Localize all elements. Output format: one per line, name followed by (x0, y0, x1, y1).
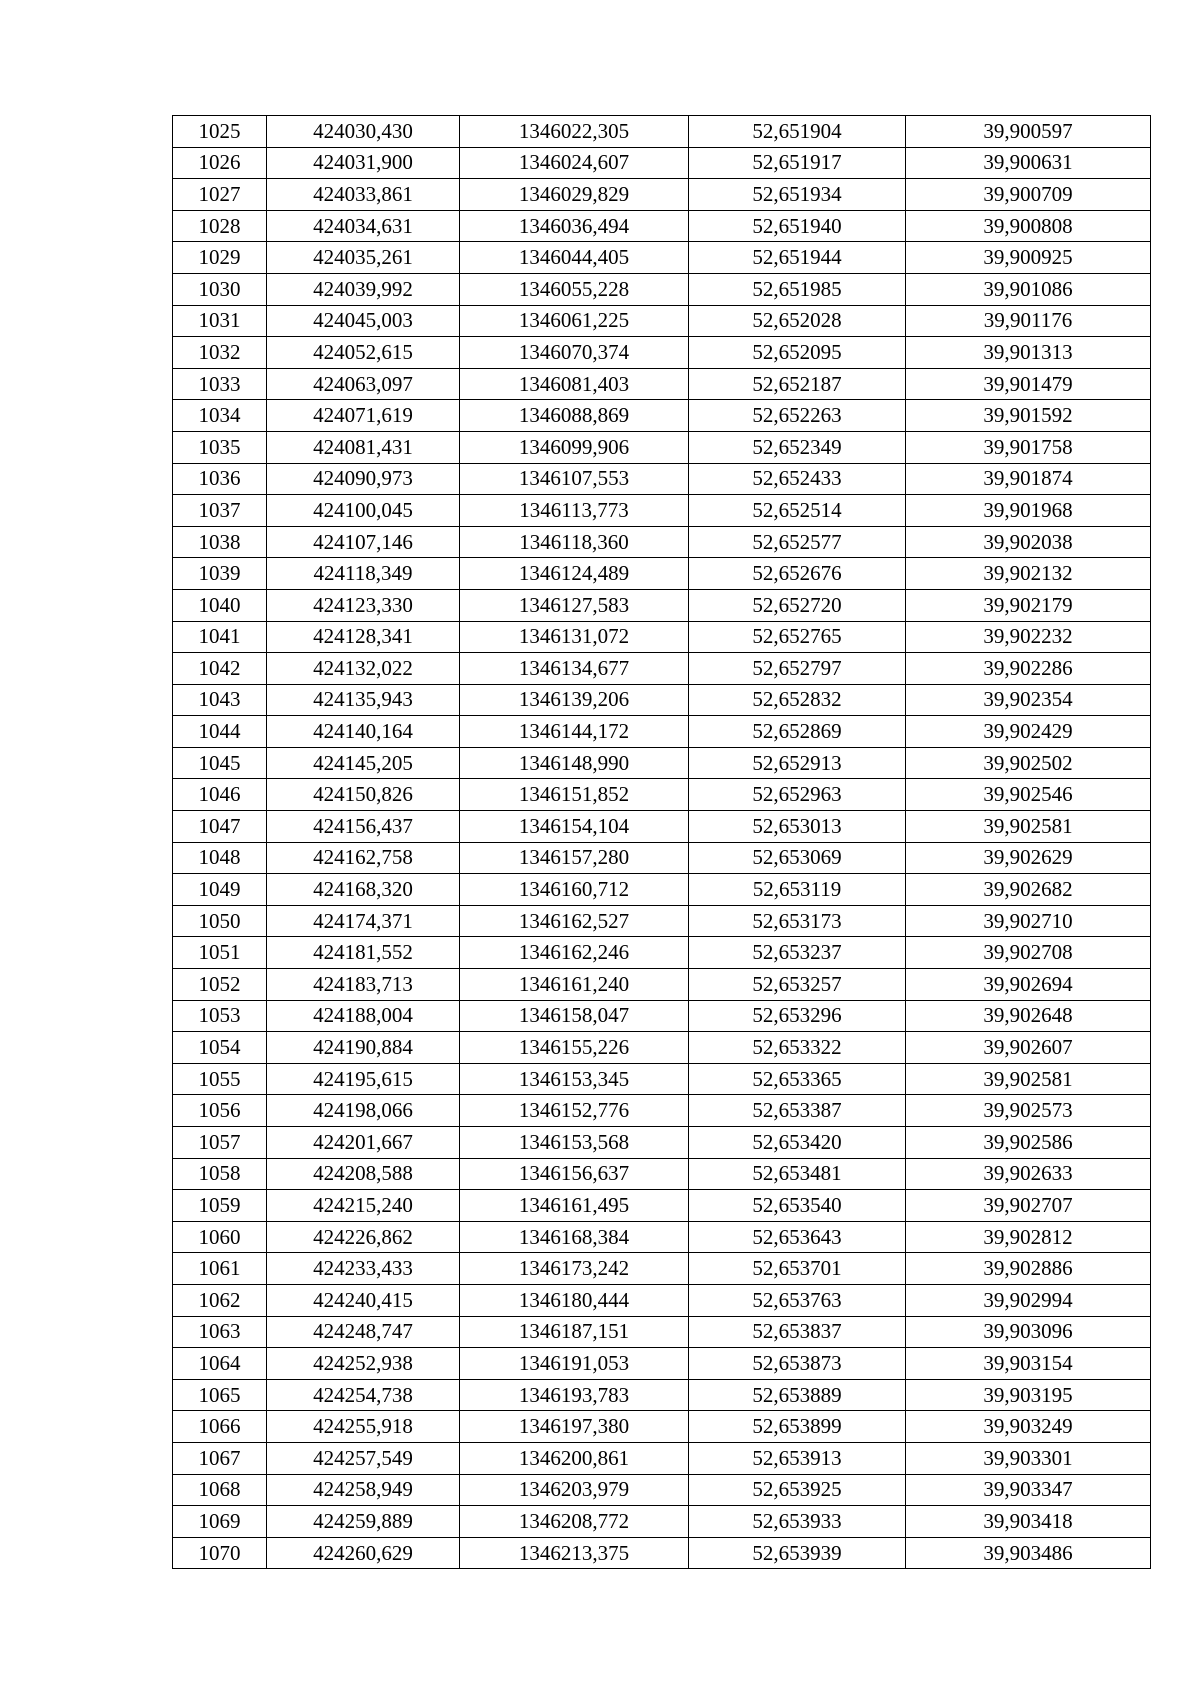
y-coordinate-cell: 1346173,242 (460, 1253, 689, 1285)
table-row (173, 589, 1151, 621)
y-coordinate-cell: 1346144,172 (460, 716, 689, 748)
longitude-cell: 39,902648 (906, 1000, 1151, 1032)
y-coordinate-cell: 1346168,384 (460, 1221, 689, 1253)
longitude-cell: 39,902132 (906, 558, 1151, 590)
y-coordinate-cell: 1346139,206 (460, 684, 689, 716)
table-row (173, 1537, 1151, 1569)
point-number-cell: 1068 (173, 1474, 267, 1506)
latitude-cell: 52,653420 (689, 1127, 906, 1159)
latitude-cell: 52,651904 (689, 116, 906, 148)
y-coordinate-cell: 1346203,979 (460, 1474, 689, 1506)
latitude-cell: 52,653387 (689, 1095, 906, 1127)
point-number-cell: 1059 (173, 1190, 267, 1222)
latitude-cell: 52,652869 (689, 716, 906, 748)
x-coordinate-cell: 424081,431 (267, 431, 460, 463)
latitude-cell: 52,653925 (689, 1474, 906, 1506)
table-row (173, 842, 1151, 874)
x-coordinate-cell: 424090,973 (267, 463, 460, 495)
table-row (173, 242, 1151, 274)
y-coordinate-cell: 1346156,637 (460, 1158, 689, 1190)
latitude-cell: 52,652963 (689, 779, 906, 811)
x-coordinate-cell: 424162,758 (267, 842, 460, 874)
table-row (173, 1253, 1151, 1285)
x-coordinate-cell: 424045,003 (267, 305, 460, 337)
longitude-cell: 39,902179 (906, 589, 1151, 621)
x-coordinate-cell: 424215,240 (267, 1190, 460, 1222)
y-coordinate-cell: 1346152,776 (460, 1095, 689, 1127)
table-row (173, 1032, 1151, 1064)
x-coordinate-cell: 424259,889 (267, 1506, 460, 1538)
y-coordinate-cell: 1346148,990 (460, 747, 689, 779)
y-coordinate-cell: 1346081,403 (460, 368, 689, 400)
table-row (173, 273, 1151, 305)
y-coordinate-cell: 1346118,360 (460, 526, 689, 558)
latitude-cell: 52,651934 (689, 179, 906, 211)
x-coordinate-cell: 424168,320 (267, 874, 460, 906)
y-coordinate-cell: 1346157,280 (460, 842, 689, 874)
table-row (173, 905, 1151, 937)
longitude-cell: 39,902581 (906, 1063, 1151, 1095)
y-coordinate-cell: 1346151,852 (460, 779, 689, 811)
table-row (173, 147, 1151, 179)
table-row (173, 874, 1151, 906)
latitude-cell: 52,652263 (689, 400, 906, 432)
point-number-cell: 1026 (173, 147, 267, 179)
point-number-cell: 1033 (173, 368, 267, 400)
x-coordinate-cell: 424254,738 (267, 1379, 460, 1411)
longitude-cell: 39,901592 (906, 400, 1151, 432)
latitude-cell: 52,651917 (689, 147, 906, 179)
table-row (173, 526, 1151, 558)
longitude-cell: 39,901313 (906, 337, 1151, 369)
point-number-cell: 1045 (173, 747, 267, 779)
y-coordinate-cell: 1346162,527 (460, 905, 689, 937)
table-row (173, 1316, 1151, 1348)
y-coordinate-cell: 1346113,773 (460, 495, 689, 527)
table-row (173, 1284, 1151, 1316)
longitude-cell: 39,902707 (906, 1190, 1151, 1222)
longitude-cell: 39,903195 (906, 1379, 1151, 1411)
y-coordinate-cell: 1346070,374 (460, 337, 689, 369)
y-coordinate-cell: 1346158,047 (460, 1000, 689, 1032)
longitude-cell: 39,902694 (906, 969, 1151, 1001)
x-coordinate-cell: 424156,437 (267, 811, 460, 843)
longitude-cell: 39,901176 (906, 305, 1151, 337)
x-coordinate-cell: 424132,022 (267, 653, 460, 685)
x-coordinate-cell: 424100,045 (267, 495, 460, 527)
point-number-cell: 1067 (173, 1442, 267, 1474)
point-number-cell: 1043 (173, 684, 267, 716)
table-row (173, 1411, 1151, 1443)
y-coordinate-cell: 1346134,677 (460, 653, 689, 685)
y-coordinate-cell: 1346099,906 (460, 431, 689, 463)
latitude-cell: 52,653889 (689, 1379, 906, 1411)
table-row (173, 779, 1151, 811)
x-coordinate-cell: 424107,146 (267, 526, 460, 558)
table-row (173, 811, 1151, 843)
point-number-cell: 1065 (173, 1379, 267, 1411)
latitude-cell: 52,653913 (689, 1442, 906, 1474)
latitude-cell: 52,652676 (689, 558, 906, 590)
x-coordinate-cell: 424135,943 (267, 684, 460, 716)
longitude-cell: 39,902429 (906, 716, 1151, 748)
x-coordinate-cell: 424031,900 (267, 147, 460, 179)
latitude-cell: 52,653069 (689, 842, 906, 874)
latitude-cell: 52,653939 (689, 1537, 906, 1569)
x-coordinate-cell: 424035,261 (267, 242, 460, 274)
y-coordinate-cell: 1346161,240 (460, 969, 689, 1001)
longitude-cell: 39,902573 (906, 1095, 1151, 1127)
y-coordinate-cell: 1346124,489 (460, 558, 689, 590)
table-row (173, 368, 1151, 400)
latitude-cell: 52,652832 (689, 684, 906, 716)
longitude-cell: 39,902232 (906, 621, 1151, 653)
x-coordinate-cell: 424034,631 (267, 210, 460, 242)
point-number-cell: 1060 (173, 1221, 267, 1253)
table-row (173, 621, 1151, 653)
point-number-cell: 1039 (173, 558, 267, 590)
x-coordinate-cell: 424258,949 (267, 1474, 460, 1506)
table-row (173, 1000, 1151, 1032)
longitude-cell: 39,903347 (906, 1474, 1151, 1506)
table-row (173, 116, 1151, 148)
longitude-cell: 39,902354 (906, 684, 1151, 716)
longitude-cell: 39,903096 (906, 1316, 1151, 1348)
y-coordinate-cell: 1346191,053 (460, 1348, 689, 1380)
point-number-cell: 1061 (173, 1253, 267, 1285)
table-row (173, 1095, 1151, 1127)
point-number-cell: 1044 (173, 716, 267, 748)
point-number-cell: 1051 (173, 937, 267, 969)
table-row (173, 969, 1151, 1001)
point-number-cell: 1058 (173, 1158, 267, 1190)
latitude-cell: 52,652095 (689, 337, 906, 369)
table-row (173, 179, 1151, 211)
y-coordinate-cell: 1346029,829 (460, 179, 689, 211)
table-row (173, 1474, 1151, 1506)
point-number-cell: 1070 (173, 1537, 267, 1569)
x-coordinate-cell: 424190,884 (267, 1032, 460, 1064)
point-number-cell: 1052 (173, 969, 267, 1001)
x-coordinate-cell: 424226,862 (267, 1221, 460, 1253)
point-number-cell: 1025 (173, 116, 267, 148)
y-coordinate-cell: 1346061,225 (460, 305, 689, 337)
y-coordinate-cell: 1346155,226 (460, 1032, 689, 1064)
point-number-cell: 1029 (173, 242, 267, 274)
latitude-cell: 52,653365 (689, 1063, 906, 1095)
table-row (173, 937, 1151, 969)
x-coordinate-cell: 424039,992 (267, 273, 460, 305)
y-coordinate-cell: 1346162,246 (460, 937, 689, 969)
point-number-cell: 1036 (173, 463, 267, 495)
x-coordinate-cell: 424260,629 (267, 1537, 460, 1569)
latitude-cell: 52,652349 (689, 431, 906, 463)
longitude-cell: 39,903249 (906, 1411, 1151, 1443)
table-row (173, 1442, 1151, 1474)
x-coordinate-cell: 424052,615 (267, 337, 460, 369)
longitude-cell: 39,902812 (906, 1221, 1151, 1253)
table-row (173, 1379, 1151, 1411)
longitude-cell: 39,902586 (906, 1127, 1151, 1159)
point-number-cell: 1035 (173, 431, 267, 463)
longitude-cell: 39,903418 (906, 1506, 1151, 1538)
x-coordinate-cell: 424233,433 (267, 1253, 460, 1285)
latitude-cell: 52,653933 (689, 1506, 906, 1538)
table-row (173, 495, 1151, 527)
y-coordinate-cell: 1346213,375 (460, 1537, 689, 1569)
longitude-cell: 39,902886 (906, 1253, 1151, 1285)
longitude-cell: 39,900808 (906, 210, 1151, 242)
latitude-cell: 52,653763 (689, 1284, 906, 1316)
y-coordinate-cell: 1346187,151 (460, 1316, 689, 1348)
point-number-cell: 1028 (173, 210, 267, 242)
point-number-cell: 1027 (173, 179, 267, 211)
point-number-cell: 1053 (173, 1000, 267, 1032)
latitude-cell: 52,653837 (689, 1316, 906, 1348)
x-coordinate-cell: 424181,552 (267, 937, 460, 969)
latitude-cell: 52,653701 (689, 1253, 906, 1285)
x-coordinate-cell: 424145,205 (267, 747, 460, 779)
x-coordinate-cell: 424183,713 (267, 969, 460, 1001)
y-coordinate-cell: 1346022,305 (460, 116, 689, 148)
longitude-cell: 39,901758 (906, 431, 1151, 463)
point-number-cell: 1030 (173, 273, 267, 305)
table-row (173, 210, 1151, 242)
y-coordinate-cell: 1346208,772 (460, 1506, 689, 1538)
latitude-cell: 52,652797 (689, 653, 906, 685)
latitude-cell: 52,653257 (689, 969, 906, 1001)
point-number-cell: 1057 (173, 1127, 267, 1159)
table-row (173, 1158, 1151, 1190)
table-row (173, 1506, 1151, 1538)
y-coordinate-cell: 1346107,553 (460, 463, 689, 495)
table-row (173, 1063, 1151, 1095)
y-coordinate-cell: 1346161,495 (460, 1190, 689, 1222)
point-number-cell: 1048 (173, 842, 267, 874)
longitude-cell: 39,902994 (906, 1284, 1151, 1316)
longitude-cell: 39,903301 (906, 1442, 1151, 1474)
y-coordinate-cell: 1346127,583 (460, 589, 689, 621)
latitude-cell: 52,653237 (689, 937, 906, 969)
table-row (173, 653, 1151, 685)
longitude-cell: 39,902286 (906, 653, 1151, 685)
point-number-cell: 1056 (173, 1095, 267, 1127)
table-row (173, 716, 1151, 748)
latitude-cell: 52,652720 (689, 589, 906, 621)
latitude-cell: 52,652913 (689, 747, 906, 779)
coordinates-table (172, 115, 1151, 1569)
table-row (173, 400, 1151, 432)
point-number-cell: 1069 (173, 1506, 267, 1538)
y-coordinate-cell: 1346024,607 (460, 147, 689, 179)
table-row (173, 431, 1151, 463)
x-coordinate-cell: 424195,615 (267, 1063, 460, 1095)
longitude-cell: 39,902633 (906, 1158, 1151, 1190)
longitude-cell: 39,902682 (906, 874, 1151, 906)
longitude-cell: 39,902502 (906, 747, 1151, 779)
latitude-cell: 52,652187 (689, 368, 906, 400)
table-row (173, 558, 1151, 590)
latitude-cell: 52,653643 (689, 1221, 906, 1253)
latitude-cell: 52,653173 (689, 905, 906, 937)
x-coordinate-cell: 424252,938 (267, 1348, 460, 1380)
longitude-cell: 39,900925 (906, 242, 1151, 274)
x-coordinate-cell: 424201,667 (267, 1127, 460, 1159)
point-number-cell: 1034 (173, 400, 267, 432)
latitude-cell: 52,653540 (689, 1190, 906, 1222)
latitude-cell: 52,652577 (689, 526, 906, 558)
table-row (173, 747, 1151, 779)
point-number-cell: 1032 (173, 337, 267, 369)
y-coordinate-cell: 1346160,712 (460, 874, 689, 906)
latitude-cell: 52,653873 (689, 1348, 906, 1380)
point-number-cell: 1037 (173, 495, 267, 527)
x-coordinate-cell: 424128,341 (267, 621, 460, 653)
y-coordinate-cell: 1346200,861 (460, 1442, 689, 1474)
longitude-cell: 39,902038 (906, 526, 1151, 558)
point-number-cell: 1041 (173, 621, 267, 653)
point-number-cell: 1064 (173, 1348, 267, 1380)
table-row (173, 463, 1151, 495)
y-coordinate-cell: 1346180,444 (460, 1284, 689, 1316)
longitude-cell: 39,902581 (906, 811, 1151, 843)
x-coordinate-cell: 424123,330 (267, 589, 460, 621)
latitude-cell: 52,651944 (689, 242, 906, 274)
point-number-cell: 1066 (173, 1411, 267, 1443)
point-number-cell: 1062 (173, 1284, 267, 1316)
y-coordinate-cell: 1346154,104 (460, 811, 689, 843)
point-number-cell: 1049 (173, 874, 267, 906)
point-number-cell: 1042 (173, 653, 267, 685)
latitude-cell: 52,651985 (689, 273, 906, 305)
point-number-cell: 1054 (173, 1032, 267, 1064)
table-row (173, 1190, 1151, 1222)
table-row (173, 305, 1151, 337)
longitude-cell: 39,900597 (906, 116, 1151, 148)
longitude-cell: 39,901874 (906, 463, 1151, 495)
x-coordinate-cell: 424030,430 (267, 116, 460, 148)
latitude-cell: 52,653013 (689, 811, 906, 843)
longitude-cell: 39,901968 (906, 495, 1151, 527)
y-coordinate-cell: 1346088,869 (460, 400, 689, 432)
x-coordinate-cell: 424118,349 (267, 558, 460, 590)
longitude-cell: 39,901086 (906, 273, 1151, 305)
latitude-cell: 52,652433 (689, 463, 906, 495)
x-coordinate-cell: 424255,918 (267, 1411, 460, 1443)
x-coordinate-cell: 424071,619 (267, 400, 460, 432)
table-row (173, 1348, 1151, 1380)
x-coordinate-cell: 424063,097 (267, 368, 460, 400)
y-coordinate-cell: 1346153,568 (460, 1127, 689, 1159)
x-coordinate-cell: 424198,066 (267, 1095, 460, 1127)
y-coordinate-cell: 1346055,228 (460, 273, 689, 305)
point-number-cell: 1031 (173, 305, 267, 337)
coordinates-table-body (173, 116, 1151, 1569)
longitude-cell: 39,902708 (906, 937, 1151, 969)
point-number-cell: 1063 (173, 1316, 267, 1348)
latitude-cell: 52,652765 (689, 621, 906, 653)
x-coordinate-cell: 424240,415 (267, 1284, 460, 1316)
point-number-cell: 1040 (173, 589, 267, 621)
point-number-cell: 1050 (173, 905, 267, 937)
y-coordinate-cell: 1346153,345 (460, 1063, 689, 1095)
longitude-cell: 39,902629 (906, 842, 1151, 874)
longitude-cell: 39,900631 (906, 147, 1151, 179)
table-row (173, 1127, 1151, 1159)
longitude-cell: 39,902607 (906, 1032, 1151, 1064)
table-row (173, 337, 1151, 369)
longitude-cell: 39,902710 (906, 905, 1151, 937)
y-coordinate-cell: 1346036,494 (460, 210, 689, 242)
longitude-cell: 39,903154 (906, 1348, 1151, 1380)
point-number-cell: 1055 (173, 1063, 267, 1095)
x-coordinate-cell: 424174,371 (267, 905, 460, 937)
table-row (173, 684, 1151, 716)
x-coordinate-cell: 424188,004 (267, 1000, 460, 1032)
longitude-cell: 39,903486 (906, 1537, 1151, 1569)
x-coordinate-cell: 424248,747 (267, 1316, 460, 1348)
y-coordinate-cell: 1346131,072 (460, 621, 689, 653)
point-number-cell: 1038 (173, 526, 267, 558)
longitude-cell: 39,900709 (906, 179, 1151, 211)
latitude-cell: 52,651940 (689, 210, 906, 242)
y-coordinate-cell: 1346044,405 (460, 242, 689, 274)
table-row (173, 1221, 1151, 1253)
x-coordinate-cell: 424208,588 (267, 1158, 460, 1190)
longitude-cell: 39,901479 (906, 368, 1151, 400)
x-coordinate-cell: 424150,826 (267, 779, 460, 811)
latitude-cell: 52,653296 (689, 1000, 906, 1032)
latitude-cell: 52,652514 (689, 495, 906, 527)
latitude-cell: 52,653899 (689, 1411, 906, 1443)
x-coordinate-cell: 424140,164 (267, 716, 460, 748)
x-coordinate-cell: 424257,549 (267, 1442, 460, 1474)
latitude-cell: 52,652028 (689, 305, 906, 337)
longitude-cell: 39,902546 (906, 779, 1151, 811)
y-coordinate-cell: 1346193,783 (460, 1379, 689, 1411)
x-coordinate-cell: 424033,861 (267, 179, 460, 211)
latitude-cell: 52,653119 (689, 874, 906, 906)
latitude-cell: 52,653322 (689, 1032, 906, 1064)
latitude-cell: 52,653481 (689, 1158, 906, 1190)
y-coordinate-cell: 1346197,380 (460, 1411, 689, 1443)
point-number-cell: 1046 (173, 779, 267, 811)
point-number-cell: 1047 (173, 811, 267, 843)
